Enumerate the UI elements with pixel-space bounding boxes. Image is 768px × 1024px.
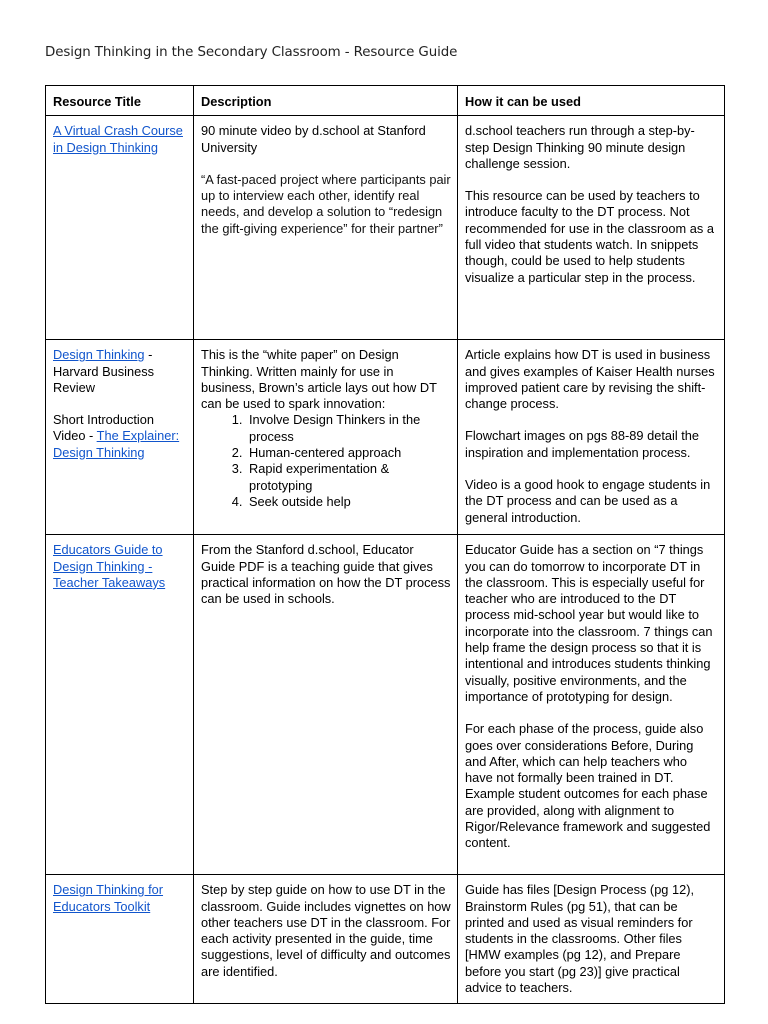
usage-text: Guide has files [Design Process (pg 12), Brainstorm Rules (pg 51), that can be printed and used as visual reminders for students in the classrooms. Other files [HMW examples (pg 12), and Prepare before you start (pg 23)] give practical advice to teachers. bbox=[465, 882, 695, 996]
usage-cell bbox=[458, 875, 725, 1004]
column-header-usage: How it can be used bbox=[458, 86, 725, 116]
table-row bbox=[46, 340, 725, 535]
description-text: 90 minute video by d.school at Stanford University bbox=[201, 123, 426, 155]
column-header-description: Description bbox=[194, 86, 458, 116]
innovation-points-list bbox=[201, 412, 451, 510]
description-quote: “A fast-paced project where participants pair up to interview each other, identify real needs, and develop a solution to “redesign the gift-giving experience” for their partner” bbox=[201, 171, 451, 236]
resource-title-cell bbox=[46, 875, 194, 1004]
table-row bbox=[46, 875, 725, 1004]
list-item: 4. Seek outside help bbox=[246, 494, 451, 510]
resource-subtitle-prefix: Short Introduction Video - bbox=[53, 412, 155, 444]
description-text: From the Stanford d.school, Educator Guide PDF is a teaching guide that gives practical information on how the DT process can be used in schools. bbox=[201, 542, 451, 607]
resource-title-cell bbox=[46, 340, 194, 535]
resource-link-virtual-crash-course[interactable]: A Virtual Crash Course in Design Thinking bbox=[53, 123, 183, 155]
resource-link-explainer-video[interactable]: The Explainer: Design Thinking bbox=[53, 428, 180, 460]
resource-table bbox=[45, 85, 725, 1004]
usage-text: Video is a good hook to engage students in the DT process and can be used as a general introduction. bbox=[465, 477, 711, 525]
column-header-title: Resource Title bbox=[46, 86, 194, 116]
usage-cell bbox=[458, 116, 725, 340]
resource-link-educators-toolkit[interactable]: Design Thinking for Educators Toolkit bbox=[53, 882, 164, 914]
usage-text: For each phase of the process, guide also goes over considerations Before, During and After, which can help teachers who have not formally been trained in DT. Example student outcomes for each phase are provided, along with alignment to Rigor/Relevance framework and suggested content. bbox=[465, 721, 711, 851]
resource-title-suffix: - Harvard Business Review bbox=[53, 347, 154, 395]
resource-link-design-thinking-hbr[interactable]: Design Thinking bbox=[53, 347, 145, 363]
table-row bbox=[46, 535, 725, 875]
usage-text: This resource can be used by teachers to introduce faculty to the DT process. Not recommended for use in the classroom as a full video that students watch. In snippets though, could be used to help students visualize a particular step in the process. bbox=[465, 188, 714, 285]
list-item: 1. Involve Design Thinkers in the process bbox=[246, 412, 451, 445]
page-title: Design Thinking in the Secondary Classroom - Resource Guide bbox=[45, 45, 458, 60]
description-text: This is the “white paper” on Design Thinking. Written mainly for use in business, Brown’s article lays out how DT can be used to spark innovation: bbox=[201, 347, 437, 412]
usage-cell bbox=[458, 340, 725, 535]
list-item: 2. Human-centered approach bbox=[246, 445, 451, 461]
usage-text: Article explains how DT is used in business and gives examples of Kaiser Health nurses improved patient care by revising the shift-change process. bbox=[465, 347, 715, 412]
resource-title-cell bbox=[46, 116, 194, 340]
resource-title-cell bbox=[46, 535, 194, 875]
list-item: 3. Rapid experimentation & prototyping bbox=[246, 461, 451, 494]
description-cell bbox=[194, 535, 458, 875]
description-text: Step by step guide on how to use DT in the classroom. Guide includes vignettes on how other teachers use DT in the classroom. For each activity presented in the guide, time suggestions, level of difficulty and outcomes are identified. bbox=[201, 882, 451, 979]
usage-text: d.school teachers run through a step-by-step Design Thinking 90 minute design challenge session. bbox=[465, 123, 695, 171]
resource-link-educators-guide[interactable]: Educators Guide to Design Thinking - Teacher Takeaways bbox=[53, 542, 166, 590]
usage-cell bbox=[458, 535, 725, 875]
description-cell bbox=[194, 340, 458, 535]
table-row bbox=[46, 116, 725, 340]
usage-text: Educator Guide has a section on “7 things you can do tomorrow to incorporate DT in the classroom. This is especially useful for teacher who are introduced to the DT process mid-school year but would like to incorporate into the classroom. 7 things can help frame the design process so that it is intentional and introduces students thinking visually, positive environments, and the importance of prototyping for design. bbox=[465, 542, 713, 704]
description-cell bbox=[194, 116, 458, 340]
description-cell bbox=[194, 875, 458, 1004]
table-header-row bbox=[46, 86, 725, 116]
usage-text: Flowchart images on pgs 88-89 detail the inspiration and implementation process. bbox=[465, 428, 700, 460]
